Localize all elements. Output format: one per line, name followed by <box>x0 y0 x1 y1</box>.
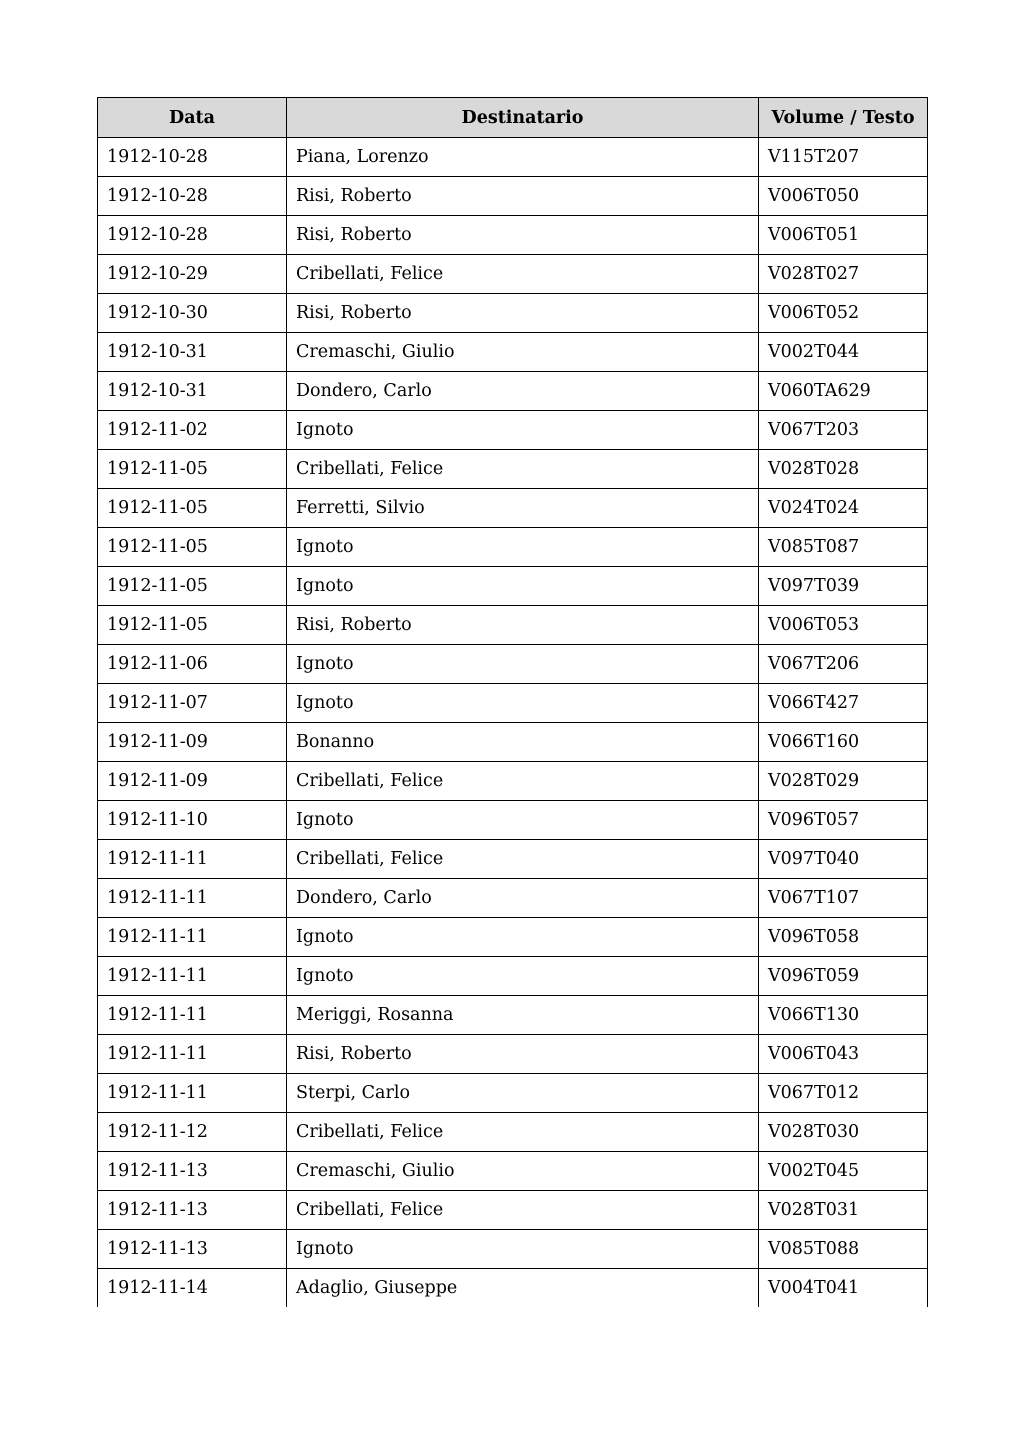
cell-volume: V006T052 <box>759 294 928 333</box>
cell-volume: V028T030 <box>759 1113 928 1152</box>
table-row <box>98 1035 928 1074</box>
letters-table <box>97 97 928 1307</box>
cell-volume: V096T059 <box>759 957 928 996</box>
table-row <box>98 645 928 684</box>
table-row <box>98 372 928 411</box>
table-header-row <box>98 98 928 138</box>
table-row <box>98 1152 928 1191</box>
cell-date: 1912-11-05 <box>98 489 287 528</box>
cell-recipient: Ignoto <box>287 567 759 606</box>
cell-volume: V115T207 <box>759 138 928 177</box>
table-row <box>98 411 928 450</box>
table-row <box>98 957 928 996</box>
table-row <box>98 1191 928 1230</box>
cell-date: 1912-11-14 <box>98 1269 287 1308</box>
cell-volume: V067T203 <box>759 411 928 450</box>
cell-date: 1912-11-13 <box>98 1152 287 1191</box>
cell-recipient: Cremaschi, Giulio <box>287 333 759 372</box>
cell-recipient: Cribellati, Felice <box>287 255 759 294</box>
cell-recipient: Ignoto <box>287 918 759 957</box>
cell-date: 1912-11-05 <box>98 528 287 567</box>
cell-volume: V028T029 <box>759 762 928 801</box>
cell-recipient: Cremaschi, Giulio <box>287 1152 759 1191</box>
cell-date: 1912-11-02 <box>98 411 287 450</box>
table-row <box>98 177 928 216</box>
cell-date: 1912-11-11 <box>98 918 287 957</box>
cell-recipient: Cribellati, Felice <box>287 450 759 489</box>
cell-volume: V028T027 <box>759 255 928 294</box>
table-row <box>98 606 928 645</box>
cell-volume: V097T040 <box>759 840 928 879</box>
cell-volume: V067T012 <box>759 1074 928 1113</box>
table-row <box>98 996 928 1035</box>
cell-volume: V004T041 <box>759 1269 928 1308</box>
cell-recipient: Risi, Roberto <box>287 606 759 645</box>
cell-date: 1912-11-13 <box>98 1191 287 1230</box>
table-row <box>98 567 928 606</box>
cell-recipient: Ignoto <box>287 957 759 996</box>
cell-recipient: Piana, Lorenzo <box>287 138 759 177</box>
cell-date: 1912-11-11 <box>98 957 287 996</box>
cell-recipient: Ignoto <box>287 528 759 567</box>
cell-recipient: Adaglio, Giuseppe <box>287 1269 759 1308</box>
cell-volume: V096T058 <box>759 918 928 957</box>
column-header-recipient: Destinatario <box>287 98 759 138</box>
table-row <box>98 528 928 567</box>
cell-recipient: Ignoto <box>287 645 759 684</box>
cell-date: 1912-11-09 <box>98 723 287 762</box>
cell-recipient: Cribellati, Felice <box>287 1113 759 1152</box>
cell-date: 1912-11-11 <box>98 840 287 879</box>
cell-volume: V066T427 <box>759 684 928 723</box>
cell-date: 1912-11-05 <box>98 567 287 606</box>
cell-date: 1912-10-31 <box>98 372 287 411</box>
cell-recipient: Cribellati, Felice <box>287 1191 759 1230</box>
cell-volume: V066T130 <box>759 996 928 1035</box>
table-row <box>98 918 928 957</box>
cell-date: 1912-10-29 <box>98 255 287 294</box>
cell-volume: V060TA629 <box>759 372 928 411</box>
table-row <box>98 762 928 801</box>
cell-recipient: Bonanno <box>287 723 759 762</box>
cell-volume: V066T160 <box>759 723 928 762</box>
cell-recipient: Cribellati, Felice <box>287 840 759 879</box>
cell-volume: V024T024 <box>759 489 928 528</box>
table-row <box>98 138 928 177</box>
cell-date: 1912-11-11 <box>98 1074 287 1113</box>
cell-volume: V002T044 <box>759 333 928 372</box>
cell-recipient: Sterpi, Carlo <box>287 1074 759 1113</box>
cell-date: 1912-10-28 <box>98 177 287 216</box>
cell-recipient: Cribellati, Felice <box>287 762 759 801</box>
cell-recipient: Risi, Roberto <box>287 1035 759 1074</box>
cell-date: 1912-11-11 <box>98 879 287 918</box>
table-row <box>98 450 928 489</box>
cell-volume: V097T039 <box>759 567 928 606</box>
cell-recipient: Ignoto <box>287 684 759 723</box>
table-row <box>98 1269 928 1308</box>
table-row <box>98 879 928 918</box>
cell-date: 1912-11-11 <box>98 1035 287 1074</box>
cell-volume: V028T028 <box>759 450 928 489</box>
cell-volume: V085T088 <box>759 1230 928 1269</box>
cell-recipient: Dondero, Carlo <box>287 879 759 918</box>
cell-date: 1912-11-05 <box>98 606 287 645</box>
cell-volume: V006T043 <box>759 1035 928 1074</box>
table-row <box>98 840 928 879</box>
cell-date: 1912-11-05 <box>98 450 287 489</box>
cell-volume: V002T045 <box>759 1152 928 1191</box>
cell-date: 1912-10-28 <box>98 138 287 177</box>
table-row <box>98 723 928 762</box>
cell-date: 1912-11-11 <box>98 996 287 1035</box>
table-row <box>98 801 928 840</box>
cell-date: 1912-11-06 <box>98 645 287 684</box>
table-row <box>98 294 928 333</box>
cell-volume: V006T050 <box>759 177 928 216</box>
cell-date: 1912-11-09 <box>98 762 287 801</box>
cell-date: 1912-11-13 <box>98 1230 287 1269</box>
table-row <box>98 255 928 294</box>
cell-recipient: Ferretti, Silvio <box>287 489 759 528</box>
cell-recipient: Dondero, Carlo <box>287 372 759 411</box>
table-row <box>98 333 928 372</box>
cell-recipient: Risi, Roberto <box>287 177 759 216</box>
table-row <box>98 489 928 528</box>
table-row <box>98 216 928 255</box>
cell-date: 1912-10-28 <box>98 216 287 255</box>
cell-recipient: Risi, Roberto <box>287 216 759 255</box>
table-row <box>98 684 928 723</box>
cell-volume: V085T087 <box>759 528 928 567</box>
cell-date: 1912-11-10 <box>98 801 287 840</box>
cell-date: 1912-11-07 <box>98 684 287 723</box>
cell-date: 1912-10-31 <box>98 333 287 372</box>
cell-date: 1912-10-30 <box>98 294 287 333</box>
cell-volume: V067T206 <box>759 645 928 684</box>
cell-volume: V028T031 <box>759 1191 928 1230</box>
cell-volume: V006T053 <box>759 606 928 645</box>
cell-recipient: Ignoto <box>287 801 759 840</box>
column-header-date: Data <box>98 98 287 138</box>
cell-recipient: Meriggi, Rosanna <box>287 996 759 1035</box>
cell-volume: V006T051 <box>759 216 928 255</box>
table-row <box>98 1074 928 1113</box>
table-row <box>98 1230 928 1269</box>
cell-volume: V096T057 <box>759 801 928 840</box>
column-header-volume: Volume / Testo <box>759 98 928 138</box>
cell-recipient: Ignoto <box>287 1230 759 1269</box>
cell-recipient: Risi, Roberto <box>287 294 759 333</box>
cell-recipient: Ignoto <box>287 411 759 450</box>
table-row <box>98 1113 928 1152</box>
cell-volume: V067T107 <box>759 879 928 918</box>
table-body <box>98 138 928 1308</box>
cell-date: 1912-11-12 <box>98 1113 287 1152</box>
